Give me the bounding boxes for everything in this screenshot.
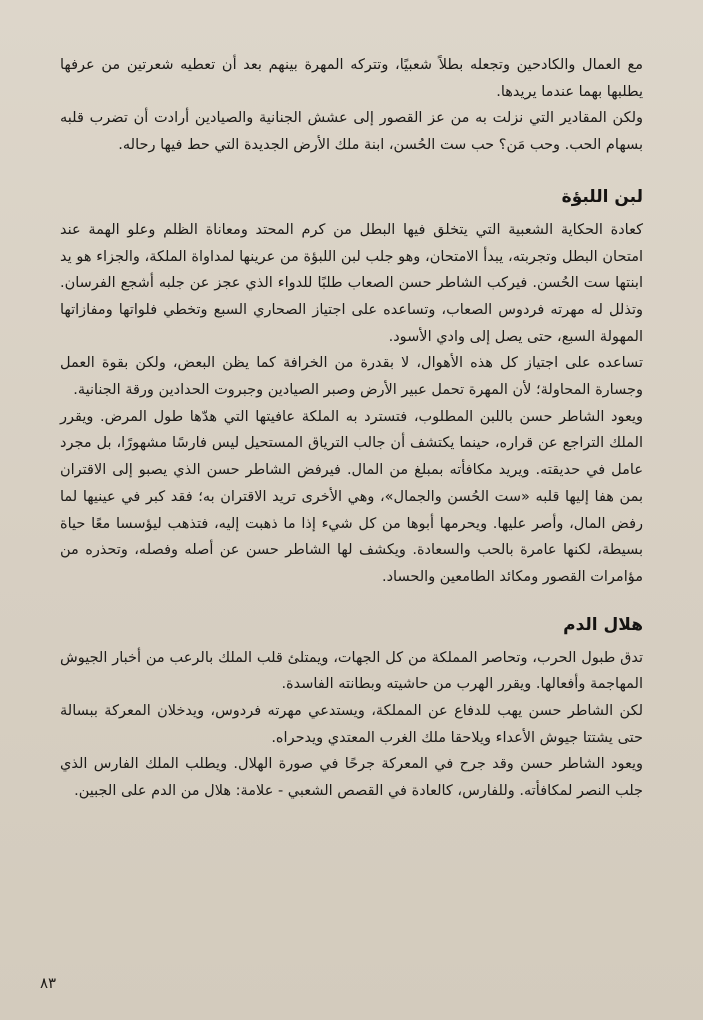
paragraph-1: مع العمال والكادحين وتجعله بطلاً شعبيًا، وتتركه المهرة بينهم بعد أن تعطيه شعرتين من عرفها يطلبها بهما عندما يريدها. — [60, 57, 643, 100]
paragraph-7: لكن الشاطر حسن يهب للدفاع عن المملكة، ويستدعي مهرته فردوس، ويدخلان المعركة ببسالة حتى يشتتا جيوش الأعداء ويلاحقا ملك الغرب المعتدي ويدحراه. — [60, 703, 643, 746]
paragraph-8: ويعود الشاطر حسن وقد جرح في المعركة جرحًا في صورة الهلال. ويطلب الملك الفارس الذي جلب النصر لمكافأته. وللفارس، كالعادة في القصص الشعبي - علامة: هلال من الدم على الجبين. — [60, 756, 643, 800]
section-heading-blood-crescent: هلال الدم — [563, 614, 643, 635]
paragraph-4: تساعده على اجتياز كل هذه الأهوال، لا بقدرة من الخرافة كما يظن البعض، ولكن بقوة العمل وجسارة المحاولة؛ لأن المهرة تحمل عبير الأرض وصبر الصيادين وجبروت الحدادين ورقة الجنانية. — [60, 355, 643, 399]
page-number: ٨٣ — [40, 974, 57, 992]
paragraph-6: تدق طبول الحرب، وتحاصر المملكة من كل الجهات، ويمتلئ قلب الملك بالرعب من أخبار الجيوش المهاجمة وأفعالها. ويقرر الهرب من حاشيته وبطانته الفاسدة. — [60, 649, 643, 693]
article-text — [60, 52, 643, 805]
paragraph-5: ويعود الشاطر حسن باللبن المطلوب، فتسترد به الملكة عافيتها التي هدّها طول المرض. ويقرر الملك التراجع عن قراره، حينما يكتشف أن جالب الترياق المستحيل ليس فارسًا مشهورًا، بل مجرد عامل في حديقته. ويريد مكافأته بمبلغ من المال. فيرفض الشاطر حسن الذي يصبو إلى الاقتران بمن هفا إليها قلبه «ست الحُسن والجمال»، وهي الأخرى تريد الاقتران به؛ فقد كبر في عينيها لما رفض المال، وأصر عليها. ويحرمها أبوها من كل شيء إذا ما ذهبت إليه، فتذهب ليؤسسا معًا حياة بسيطة، لكنها عامرة بالحب والسعادة. ويكشف لها الشاطر حسن عن أصله وفصله، وتحذره من مؤامرات القصور ومكائد الطامعين والحساد. — [60, 408, 643, 585]
paragraph-2: ولكن المقادير التي نزلت به من عز القصور إلى عشش الجنانية والصيادين أرادت أن تضرب قلبه بسهام الحب. وحب مَن؟ حب ست الحُسن، ابنة ملك الأرض الجديدة التي حط فيها رحاله. — [60, 110, 643, 154]
section-heading-lion-milk: لبن اللبؤة — [561, 186, 643, 207]
paragraph-3: كعادة الحكاية الشعبية التي يتخلق فيها البطل من كرم المحتد ومعاناة الظلم وعلو الهمة عند امتحان البطل وتجربته، يبدأ الامتحان، وهو جلب لبن اللبؤة من عرينها لمداواة الملكة، والجزاء هو يد ابنتها ست الحُسن. فيركب الشاطر حسن الصعاب طلبًا للدواء الذي عجز عن جلبه أشجع الفرسان. وتذلل له مهرته فردوس الصعاب، وتساعده على اجتياز الصحاري السبع وتخطي فلواتها ومفازاتها المهولة السبع، حتى يصل إلى وادي الأسود. — [60, 221, 643, 345]
